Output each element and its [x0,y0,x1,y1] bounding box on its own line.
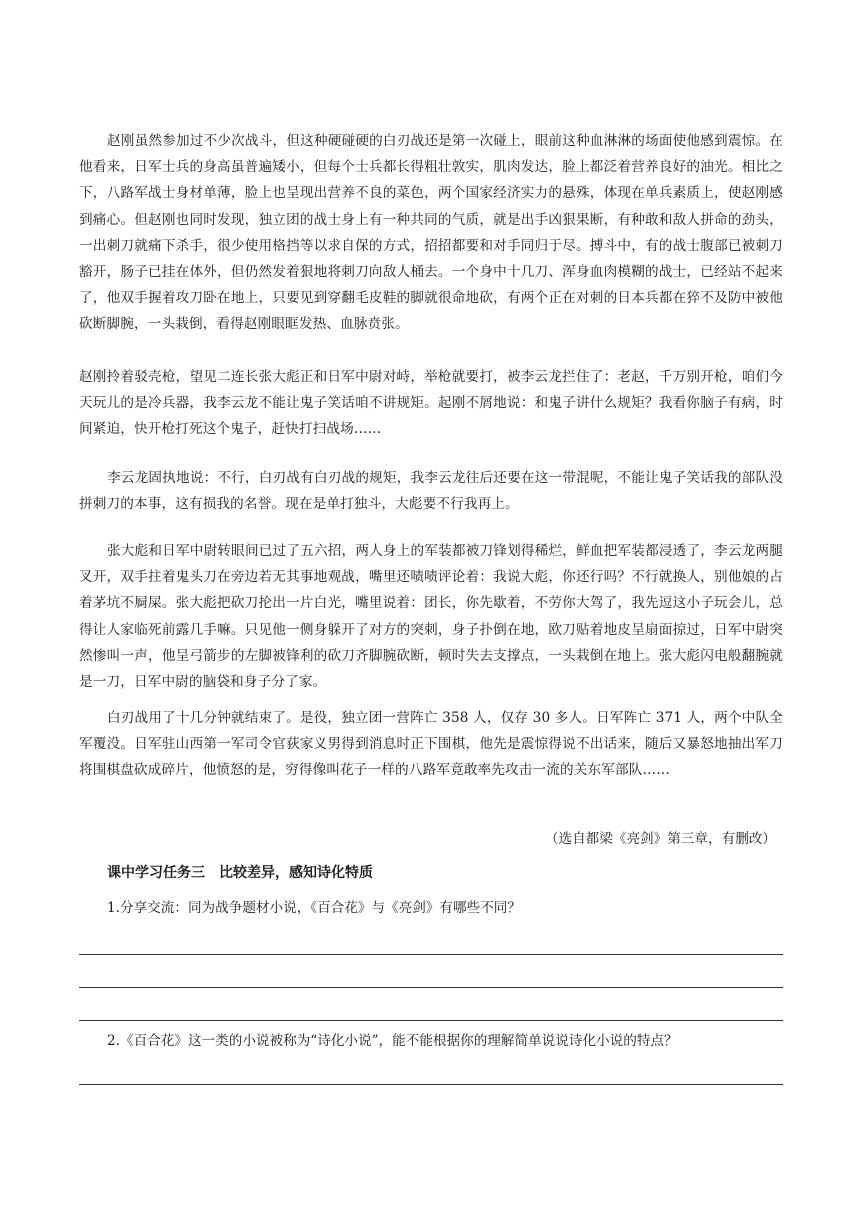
source-citation: （选自都梁《亮剑》第三章，有删改） [544,831,776,847]
question-1: 1.分享交流：同为战争题材小说，《百合花》与《亮剑》有哪些不同？ [107,900,521,916]
task-title: 课中学习任务三 比较差异，感知诗化特质 [107,865,373,881]
answer-line[interactable] [79,987,783,988]
question-2: 2.《百合花》这一类的小说被称为“诗化小说”，能不能根据你的理解简单说说诗化小说的特点？ [107,1033,678,1049]
paragraph-5: 白刃战用了十几分钟就结束了。是役，独立团一营阵亡 358 人，仅存 30 多人。日军阵亡 371 人，两个中队全军覆没。日军驻山西第一军司令官荻家义男得到消息时正下围棋，他先是震惊得说不出话来，随后又暴怒地抽出军刀将围棋盘砍成碎片，他愤怒的是，穷得像叫花子一样的八路军竟敢率先攻击一流的关东军部队…… [79,710,783,779]
answer-line[interactable] [79,954,783,955]
paragraph-2: 赵刚拎着驳壳枪，望见二连长张大彪正和日军中尉对峙，举枪就要打，被李云龙拦住了：老赵，千万别开枪，咱们今天玩儿的是冷兵器，我李云龙不能让鬼子笑话咱不讲规矩。起刚不屑地说：和鬼子讲什么规矩？我看你脑子有病，时间紧迫，快开枪打死这个鬼子，赶快打扫战场…… [79,369,783,438]
paragraph-1: 赵刚虽然参加过不少次战斗，但这种硬碰硬的白刃战还是第一次碰上，眼前这种血淋淋的场面使他感到震惊。在他看来，日军士兵的身高虽普遍矮小，但每个士兵都长得粗壮敦实，肌肉发达，脸上都泛着营养良好的油光。相比之下，八路军战士身材单薄，脸上也呈现出营养不良的菜色，两个国家经济实力的悬殊，体现在单兵素质上，使赵刚感到痛心。但赵刚也同时发现，独立团的战士身上有一种共同的气质，就是出手凶狠果断，有种敢和敌人拼命的劲头，一出刺刀就痛下杀手，很少使用格挡等以求自保的方式，招招都要和对手同归于尽。搏斗中，有的战士腹部已被刺刀豁开，肠子已挂在体外，但仍然发着狠地将刺刀向敌人桶去。一个身中十几刀、浑身血肉模糊的战士，已经站不起来了，他双手握着攻刀卧在地上，只要见到穿翻毛皮鞋的脚就很命地砍，有两个正在对刺的日本兵都在猝不及防中被他砍断脚腕，一头栽倒，看得赵刚眼眶发热、血脉贲张。 [79,133,783,333]
answer-line[interactable] [79,1020,783,1021]
paragraph-4: 张大彪和日军中尉转眼间已过了五六招，两人身上的军装都被刀锋划得稀烂，鲜血把军装都浸透了，李云龙两腿叉开，双手拄着鬼头刀在旁边若无其事地观战，嘴里还啧啧评论着：我说大彪，你还行吗？不行就换人，别他娘的占着茅坑不屙屎。张大彪把砍刀抡出一片白光，嘴里说着：团长，你先歇着，不劳你大驾了，我先逗这小子玩会儿，总得让人家临死前露几手嘛。只见他一侧身躲开了对方的突刺，身子扑倒在地，欧刀贴着地皮呈扇面掠过，日军中尉突然惨叫一声，他呈弓箭步的左脚被锋利的砍刀齐脚腕砍断，顿时失去支撑点，一头栽倒在地上。张大彪闪电般翻腕就是一刀，日军中尉的脑袋和身子分了家。 [79,543,783,691]
paragraph-3: 李云龙固执地说：不行，白刃战有白刃战的规矩，我李云龙往后还要在这一带混呢，不能让鬼子笑话我的部队没拼刺刀的本事，这有损我的名誉。现在是单打独斗，大彪要不行我再上。 [79,470,783,513]
answer-line[interactable] [79,1084,783,1085]
